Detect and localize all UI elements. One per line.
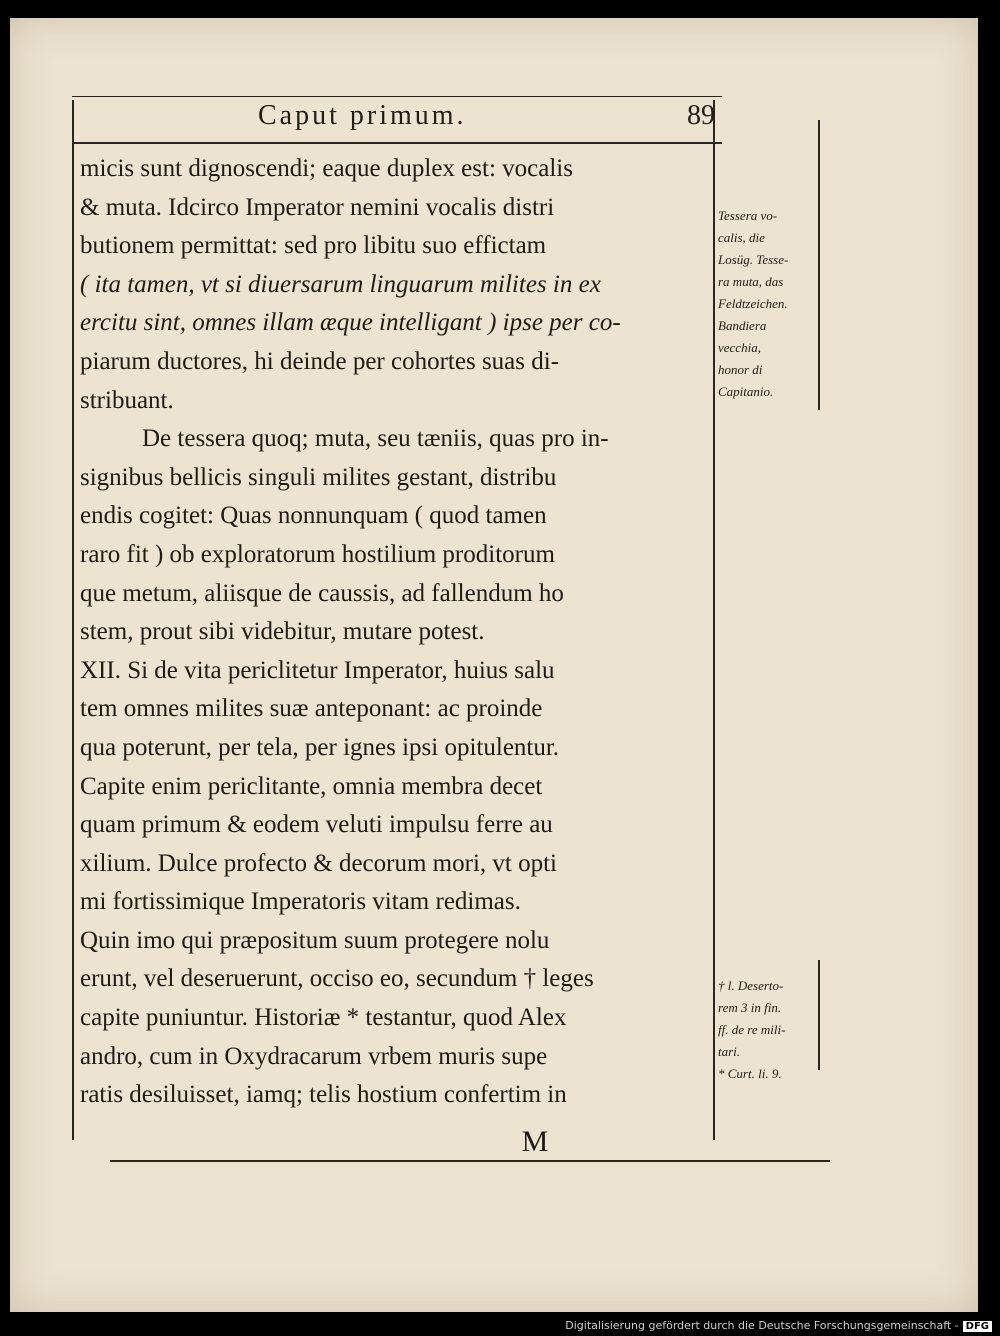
margin-note-citation	[718, 975, 818, 1085]
body-line: ercitu sint, omnes illam æque intelligant ) ipse per co-	[80, 309, 621, 337]
body-line: capite puniuntur. Historiæ * testantur, quod Alex	[80, 1004, 567, 1032]
signature-mark: M	[521, 1125, 549, 1158]
body-line: stem, prout sibi videbitur, mutare potest.	[80, 618, 485, 646]
dfg-logo-icon: DFG	[963, 1321, 992, 1332]
left-margin-rule	[72, 100, 74, 1140]
body-line: tem omnes milites suæ anteponant: ac proinde	[80, 695, 543, 723]
body-line: erunt, vel deseruerunt, occiso eo, secundum † leges	[80, 965, 594, 993]
margin-column-rule-top	[818, 120, 820, 410]
margin-note-line: * Curt. li. 9.	[718, 1066, 782, 1081]
body-line: Capite enim periclitante, omnia membra decet	[80, 772, 543, 800]
margin-note-line: † l. Deserto-	[718, 978, 784, 993]
margin-note-line: rem 3 in fin.	[718, 1000, 782, 1015]
body-line: raro fit ) ob exploratorum hostilium proditorum	[80, 540, 555, 568]
running-head: Caput primum.	[258, 100, 467, 131]
body-line: De tessera quoq; muta, seu tæniis, quas pro in-	[142, 425, 609, 453]
margin-note-line: Capitanio.	[718, 384, 774, 399]
margin-note-line: Losüg. Tesse-	[718, 252, 789, 267]
body-line: quam primum & eodem veluti impulsu ferre au	[80, 811, 553, 839]
body-line: Quin imo qui præpositum suum protegere nolu	[80, 926, 550, 954]
digitization-credit	[565, 1319, 992, 1332]
body-text	[80, 150, 715, 1115]
body-line: micis sunt dignoscendi; eaque duplex est: vocalis	[80, 155, 573, 182]
margin-note-line: Tessera vo-	[718, 208, 778, 223]
margin-column-rule-bottom	[818, 960, 820, 1070]
margin-note-line: Feldtzeichen.	[718, 296, 788, 311]
header-rule	[72, 142, 722, 144]
body-line: ratis desiluisset, iamq; telis hostium confertim in	[80, 1081, 567, 1109]
body-line: que metum, aliisque de caussis, ad fallendum ho	[80, 579, 564, 607]
body-line: xilium. Dulce profecto & decorum mori, vt opti	[80, 849, 557, 877]
body-line: stribuant.	[80, 386, 174, 414]
header-rule-top	[72, 96, 722, 97]
body-line: andro, cum in Oxydracarum vrbem muris supe	[80, 1042, 548, 1070]
body-line: endis cogitet: Quas nonnunquam ( quod tamen	[80, 502, 547, 530]
margin-note-line: ra muta, das	[718, 274, 784, 289]
body-line: & muta. Idcirco Imperator nemini vocalis distri	[80, 193, 555, 221]
body-line: qua poterunt, per tela, per ignes ipsi opitulentur.	[80, 733, 560, 761]
margin-note-line: honor di	[718, 362, 763, 377]
footer-text: Digitalisierung gefördert durch die Deutsche Forschungsgemeinschaft -	[565, 1319, 959, 1332]
margin-note-line: tari.	[718, 1044, 741, 1059]
margin-note-line: ff. de re mili-	[718, 1022, 786, 1037]
body-line: signibus bellicis singuli milites gestant, distribu	[80, 463, 557, 491]
margin-note-line: vecchia,	[718, 340, 761, 355]
margin-note-tessera	[718, 205, 818, 403]
margin-note-line: calis, die	[718, 230, 765, 245]
body-line: XII. Si de vita periclitetur Imperator, huius salu	[80, 656, 555, 684]
footer-rule	[110, 1160, 830, 1162]
body-line: ( ita tamen, vt si diuersarum linguarum milites in ex	[80, 270, 601, 298]
body-line: piarum ductores, hi deinde per cohortes suas di-	[80, 347, 560, 375]
body-line: butionem permittat: sed pro libitu suo effictam	[80, 232, 547, 260]
body-line: mi fortissimique Imperatoris vitam redimas.	[80, 888, 521, 916]
margin-note-line: Bandiera	[718, 318, 767, 333]
page-number: 89	[687, 100, 715, 131]
